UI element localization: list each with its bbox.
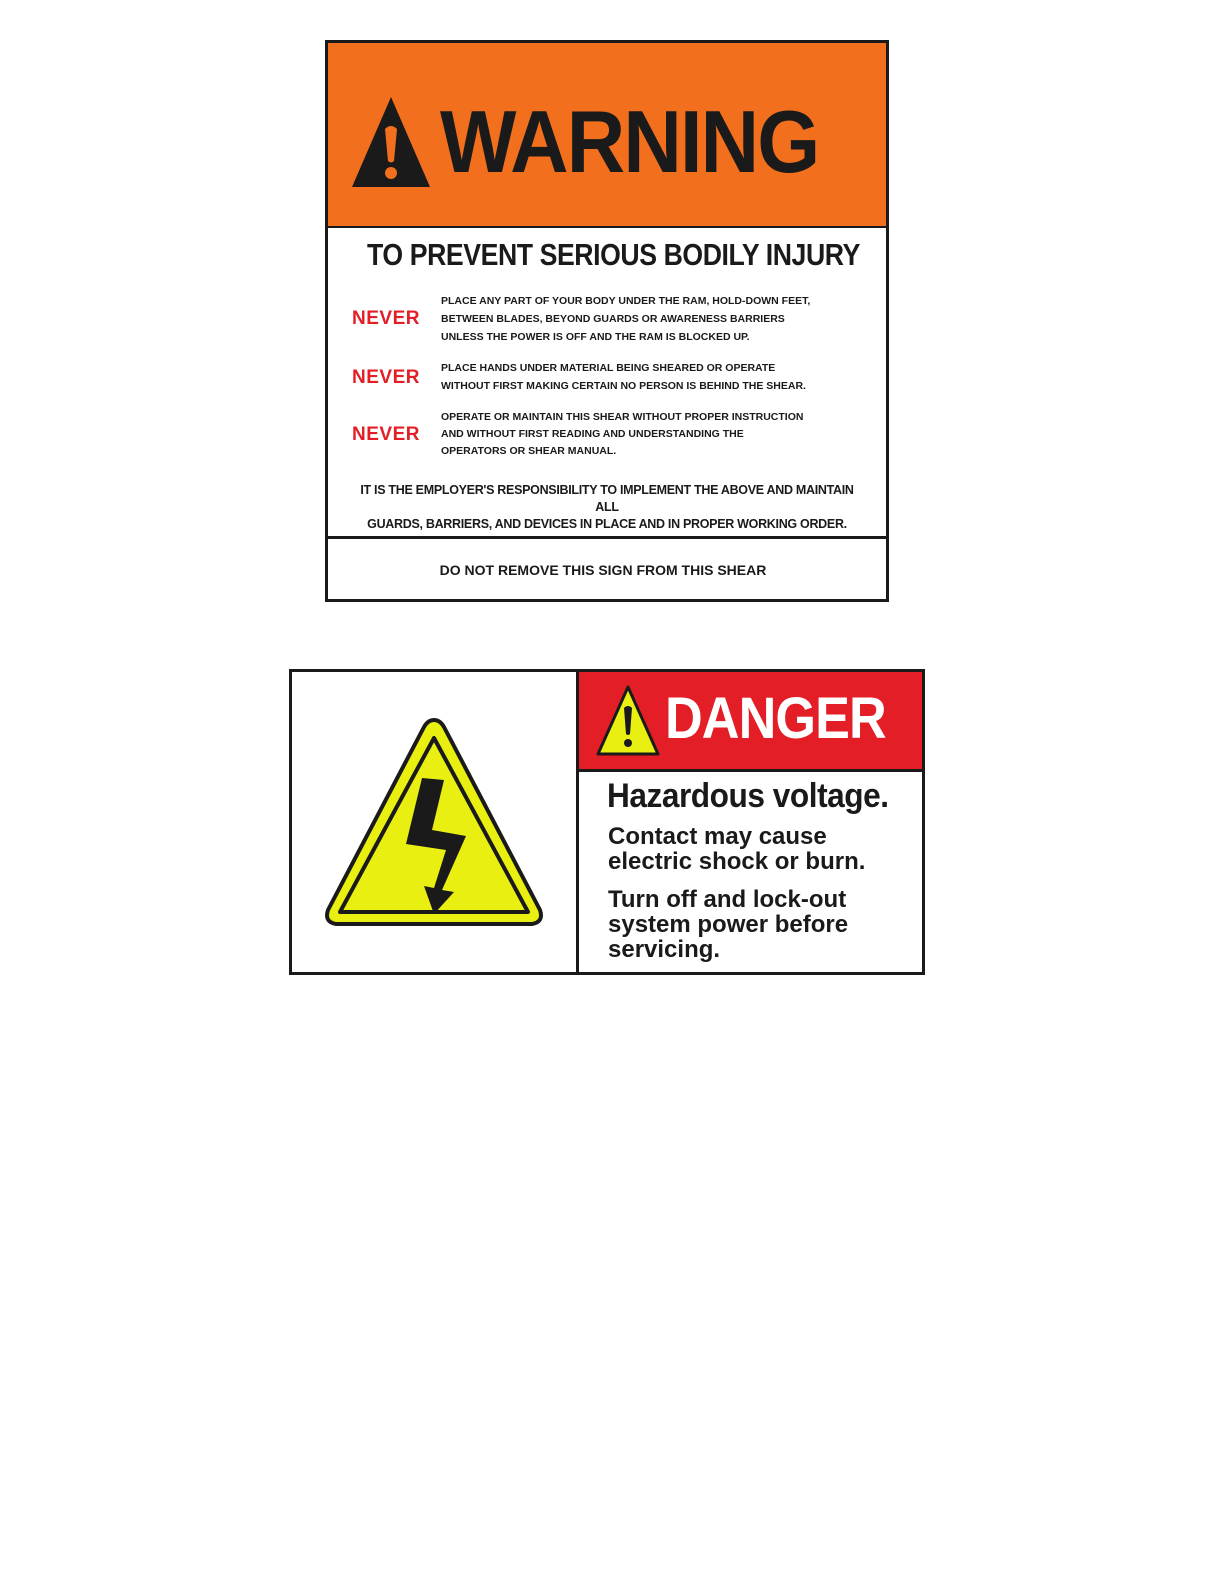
danger-heading: Hazardous voltage. [607,777,889,815]
warning-body [328,228,886,539]
warning-footer-text: DO NOT REMOVE THIS SIGN FROM THIS SHEAR [439,562,767,578]
danger-title: DANGER [665,686,886,751]
never-label: NEVER [352,367,420,388]
warning-header [328,43,886,228]
warning-title: WARNING [440,92,819,191]
exclamation-triangle-icon [350,95,432,189]
warning-sign [325,40,889,602]
never-label: NEVER [352,424,420,445]
high-voltage-icon [322,714,546,932]
danger-text-contact: Contact may cause electric shock or burn. [608,823,866,875]
warning-subtitle: TO PREVENT SERIOUS BODILY INJURY [367,237,860,272]
employer-responsibility-text: IT IS THE EMPLOYER'S RESPONSIBILITY TO IMPLEMENT THE ABOVE AND MAINTAIN ALL GUARDS, BARRIERS, AND DEVICES IN PLACE AND IN PROPER WORKING ORDER. [360,483,854,531]
danger-text-lockout: Turn off and lock-out system power before servicing. [608,886,849,963]
danger-sign [289,669,925,975]
never-text: PLACE HANDS UNDER MATERIAL BEING SHEARED OR OPERATE WITHOUT FIRST MAKING CERTAIN NO PERSON IS BEHIND THE SHEAR. [441,362,806,392]
warning-footer [328,539,886,599]
exclamation-triangle-icon [595,684,661,758]
danger-header [579,672,922,772]
danger-body [579,772,922,972]
never-label: NEVER [352,308,420,329]
danger-symbol-panel [292,672,579,972]
never-text: PLACE ANY PART OF YOUR BODY UNDER THE RAM, HOLD-DOWN FEET, BETWEEN BLADES, BEYOND GUARDS OR AWARENESS BARRIERS UNLESS THE POWER IS OFF AND THE RAM IS BLOCKED UP. [441,295,811,343]
never-text: OPERATE OR MAINTAIN THIS SHEAR WITHOUT PROPER INSTRUCTION AND WITHOUT FIRST READING AND UNDERSTANDING THE OPERATORS OR SHEAR MANUAL. [441,411,804,457]
